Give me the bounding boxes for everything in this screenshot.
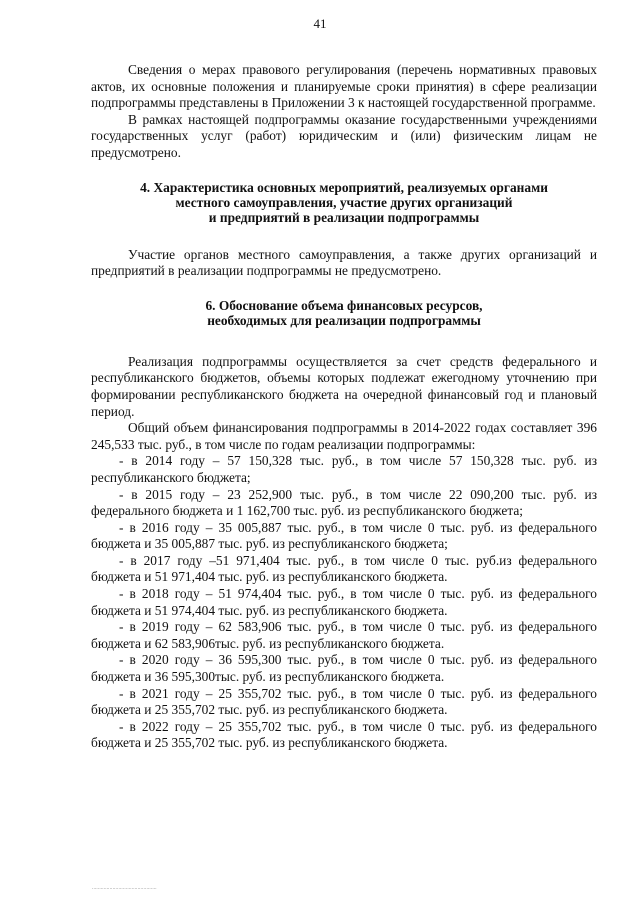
funding-item-2015: - в 2015 году – 23 252,900 тыс. руб., в том числе 22 090,200 тыс. руб. из федерального бюджета и 1 162,700 тыс. руб. из республиканского бюджета;	[91, 486, 597, 519]
section-6-paragraph-1: Реализация подпрограммы осуществляется за счет средств федерального и республиканского бюджетов, объемы которых подлежат ежегодному уточнению при формировании республиканского бюджета на очередной финансовый год и плановый период.	[91, 353, 597, 419]
section-6-paragraph-2: Общий объем финансирования подпрограммы в 2014-2022 годах составляет 396 245,533 тыс. руб., в том числе по годам реализации подпрограммы:	[91, 420, 597, 452]
funding-item-2018: - в 2018 году – 51 974,404 тыс. руб., в том числе 0 тыс. руб. из федерального бюджета и 51 974,404 тыс. руб. из республиканского бюджета.	[91, 586, 597, 618]
funding-item-2021: - в 2021 году – 25 355,702 тыс. руб., в том числе 0 тыс. руб. из федерального бюджета и 25 355,702 тыс. руб. из республиканского бюджета.	[91, 685, 597, 718]
funding-item-2014: - в 2014 году – 57 150,328 тыс. руб., в том числе 57 150,328 тыс. руб. из республиканского бюджета;	[91, 453, 597, 485]
page-number: 41	[313, 16, 327, 31]
funding-item-2022: - в 2022 году – 25 355,702 тыс. руб., в том числе 0 тыс. руб. из федерального бюджета и 25 355,702 тыс. руб. из республиканского бюджета.	[91, 718, 597, 751]
section-4-heading-line-3: и предприятий в реализации подпрограммы	[208, 209, 480, 225]
section-6-heading-line-2: необходимых для реализации подпрограммы	[207, 312, 481, 328]
section-6-heading	[91, 298, 597, 328]
section-4-paragraph: Участие органов местного самоуправления, а также других организаций и предприятий в реализации подпрограммы не предусмотрено.	[91, 246, 597, 279]
intro-paragraph-1: Сведения о мерах правового регулирования (перечень нормативных правовых актов, их основные положения и планируемые сроки принятия) в сфере реализации подпрограммы представлены в Приложении 3 к настоящей государственной программе.	[91, 62, 597, 111]
document-body	[91, 62, 597, 752]
section-6-heading-line-1: 6. Обоснование объема финансовых ресурсов,	[205, 297, 483, 313]
section-4-heading	[91, 180, 597, 225]
funding-item-2020: - в 2020 году – 36 595,300 тыс. руб., в том числе 0 тыс. руб. из федерального бюджета и 36 595,300тыс. руб. из республиканского бюджета.	[91, 652, 597, 685]
intro-paragraph-2: В рамках настоящей подпрограммы оказание государственными учреждениями государственных услуг (работ) юридическим и (или) физическим лицам не предусмотрено.	[91, 111, 597, 160]
funding-item-2016: - в 2016 году – 35 005,887 тыс. руб., в том числе 0 тыс. руб. из федерального бюджета и 35 005,887 тыс. руб. из республиканского бюджета;	[91, 519, 597, 552]
section-4-heading-line-2: местного самоуправления, участие других организаций	[175, 194, 513, 210]
funding-item-2017: - в 2017 году –51 971,404 тыс. руб., в том числе 0 тыс. руб.из федерального бюджета и 51 971,404 тыс. руб. из республиканского бюджета.	[91, 552, 597, 585]
print-marking: ············································	[92, 886, 157, 891]
funding-item-2019: - в 2019 году – 62 583,906 тыс. руб., в том числе 0 тыс. руб. из федерального бюджета и 62 583,906тыс. руб. из республиканского бюджета.	[91, 619, 597, 651]
section-4-heading-line-1: 4. Характеристика основных мероприятий, реализуемых органами	[140, 179, 548, 195]
